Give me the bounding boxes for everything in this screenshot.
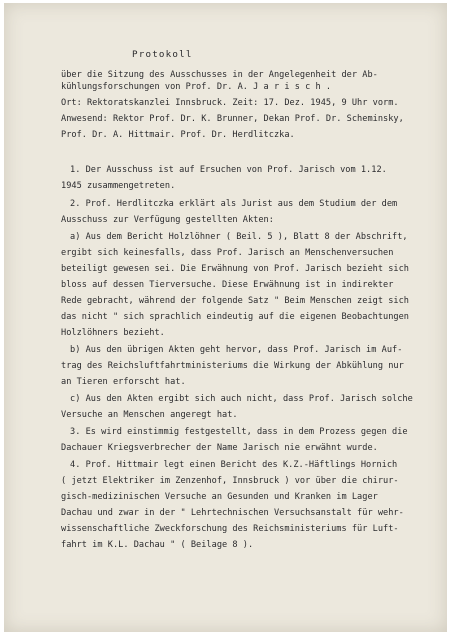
body-line: an Tieren erforscht hat. [61, 377, 186, 387]
header-line: kühlungsforschungen von Prof. Dr. A. J a r i s c h . [61, 82, 332, 92]
body-line: c) Aus den Akten ergibt sich auch nicht, dass Prof. Jarisch solche [70, 394, 413, 404]
body-line: b) Aus den übrigen Akten geht hervor, dass Prof. Jarisch im Auf- [70, 345, 403, 355]
body-line: Ausschuss zur Verfügung gestellten Akten: [61, 215, 274, 225]
body-line: ( jetzt Elektriker im Zenzenhof, Innsbruck ) vor über die chirur- [61, 476, 399, 486]
body-line: 3. Es wird einstimmig festgestellt, dass in dem Prozess gegen die [70, 427, 408, 437]
body-line: wissenschaftliche Zweckforschung des Reichsministeriums für Luft- [61, 524, 399, 534]
document-title: Protokoll [132, 49, 193, 60]
body-line: gisch-medizinischen Versuche an Gesunden und Kranken im Lager [61, 492, 378, 502]
header-line: Ort: Rektoratskanzlei Innsbruck. Zeit: 17. Dez. 1945, 9 Uhr vorm. [61, 98, 399, 108]
header-line: über die Sitzung des Ausschusses in der Angelegenheit der Ab- [61, 70, 378, 80]
body-line: Versuche an Menschen angeregt hat. [61, 410, 238, 420]
body-line: a) Aus dem Bericht Holzlöhner ( Beil. 5 ), Blatt 8 der Abschrift, [70, 232, 408, 242]
document-page [4, 3, 447, 632]
body-line: 1. Der Ausschuss ist auf Ersuchen von Prof. Jarisch vom 1.12. [70, 165, 387, 175]
body-line: 4. Prof. Hittmair legt einen Bericht des K.Z.-Häftlings Hornich [70, 460, 398, 470]
header-line: Prof. Dr. A. Hittmair. Prof. Dr. Herdlitczka. [61, 130, 295, 140]
body-line: ergibt sich keinesfalls, dass Prof. Jarisch an Menschenversuchen [61, 248, 394, 258]
body-line: bloss auf dessen Tierversuche. Diese Erwähnung ist in indirekter [61, 280, 394, 290]
body-line: fahrt im K.L. Dachau " ( Beilage 8 ). [61, 540, 254, 550]
body-line: 1945 zusammengetreten. [61, 181, 176, 191]
body-line: Dachauer Kriegsverbrecher der Name Jarisch nie erwähnt wurde. [61, 443, 378, 453]
body-line: 2. Prof. Herdlitczka erklärt als Jurist aus dem Studium der dem [70, 199, 398, 209]
header-line: Anwesend: Rektor Prof. Dr. K. Brunner, Dekan Prof. Dr. Scheminsky, [61, 114, 404, 124]
body-line: Rede gebracht, während der folgende Satz " Beim Menschen zeigt sich [61, 296, 409, 306]
body-line: beteiligt gewesen sei. Die Erwähnung von Prof. Jarisch bezieht sich [61, 264, 409, 274]
body-line: Holzlöhners bezieht. [61, 328, 165, 338]
body-line: das nicht " sich sprachlich eindeutig auf die eigenen Beobachtungen [61, 312, 409, 322]
body-line: trag des Reichsluftfahrtministeriums die Wirkung der Abkühlung nur [61, 361, 404, 371]
body-line: Dachau und zwar in der " Lehrtechnischen Versuchsanstalt für wehr- [61, 508, 404, 518]
